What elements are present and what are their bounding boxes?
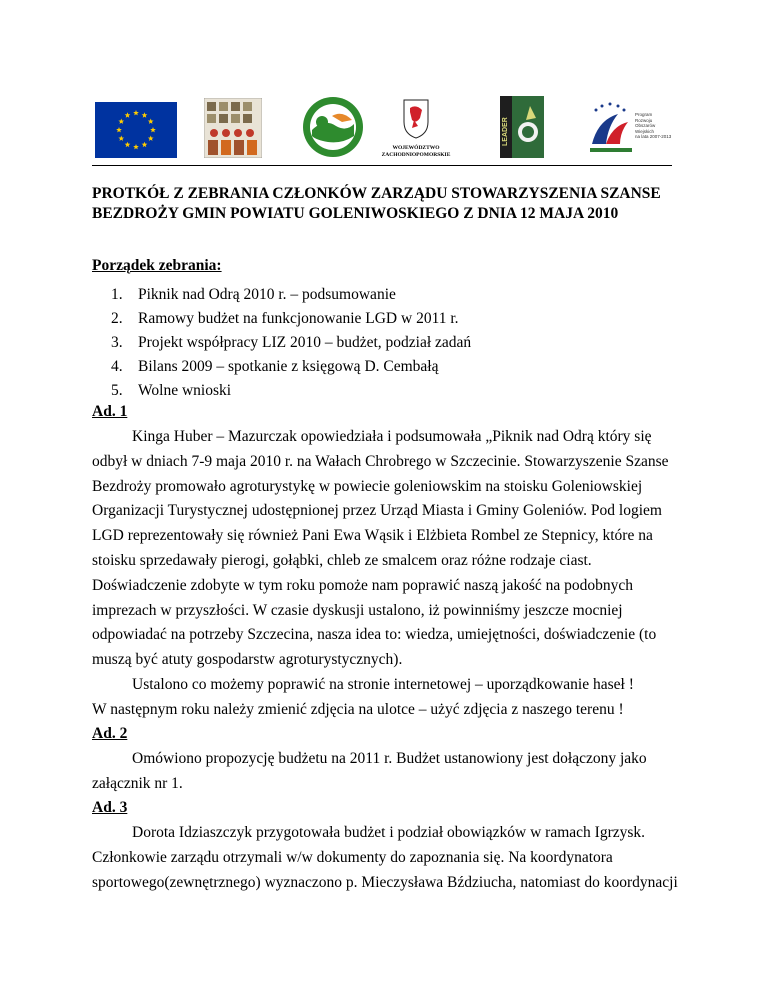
program-logo <box>588 100 674 158</box>
agenda-item-text: Projekt współpracy LIZ 2010 – budżet, podział zadań <box>138 334 472 351</box>
leader-text: LEADER <box>502 117 509 146</box>
paragraph-line: stoisku sprzedawały pierogi, gołąbki, chleb ze smalcem oraz różne rodzaje ciast. <box>92 551 592 569</box>
agenda-item <box>111 355 471 379</box>
agenda-item-number: 3. <box>111 334 123 351</box>
program-text <box>635 112 671 140</box>
agenda-heading: Porządek zebrania: <box>92 257 222 274</box>
agenda-item-text: Ramowy budżet na funkcjonowanie LGD w 2011 r. <box>138 310 459 327</box>
program-text-line2: Rozwoju <box>635 117 653 123</box>
program-text-line4: Wiejskich <box>635 128 655 134</box>
section-body-ad1 <box>92 425 692 723</box>
agenda-item-number: 2. <box>111 310 123 327</box>
title-line2: BEZDROŻY GMIN POWIATU GOLENIWOSKIEGO Z DNIA 12 MAJA 2010 <box>92 205 619 222</box>
agenda-item-text: Wolne wnioski <box>138 382 232 399</box>
document-title <box>92 184 692 224</box>
cooperative-logo <box>204 98 262 163</box>
section-heading-ad2: Ad. 2 <box>92 725 128 742</box>
agenda-list <box>111 283 471 403</box>
agenda-item <box>111 307 471 331</box>
agenda-item <box>111 331 471 355</box>
paragraph-line: Dorota Idziaszczyk przygotowała budżet i podział obowiązków w ramach Igrzysk. <box>132 824 646 841</box>
paragraph-line: odpowiadać na potrzeby Szczecina, nasza idea to: wiedza, umiejętności, doświadczenie (to <box>92 626 657 644</box>
paragraph-line: imprezach w przyszłości. W czasie dyskusji ustalono, iż powinniśmy jeszcze mocniej <box>92 601 623 619</box>
program-text-line5: na lata 2007-2013 <box>635 134 672 140</box>
region-caption-line1: WOJEWÓDZTWO <box>392 145 440 151</box>
agenda-item-text: Bilans 2009 – spotkanie z księgową D. Cembałą <box>138 358 439 375</box>
paragraph-line: odbył w dniach 7-9 maja 2010 r. na Wałach Chrobrego w Szczecinie. Stowarzyszenie Szanse <box>92 452 669 470</box>
paragraph-line: Bezdroży promowało agroturystykę w powiecie goleniowskim na stoisku Goleniowskiej <box>92 477 643 495</box>
program-text-line3: Obszarów <box>635 123 656 129</box>
region-caption <box>380 145 452 159</box>
region-caption-line2: ZACHODNIOPOMORSKIE <box>381 152 451 158</box>
paragraph-line: W następnym roku należy zmienić zdjęcia na ulotce – użyć zdjęcia z naszego terenu ! <box>92 700 624 718</box>
eu-flag-logo <box>95 102 177 163</box>
leader-logo <box>500 96 544 163</box>
paragraph-line: Omówiono propozycję budżetu na 2011 r. Budżet ustanowiony jest dołączony jako <box>132 750 647 767</box>
agenda-item-text: Piknik nad Odrą 2010 r. – podsumowanie <box>138 286 396 303</box>
agenda-item <box>111 283 471 307</box>
paragraph-line: Członkowie zarządu otrzymali w/w dokumenty do zapoznania się. Na koordynatora <box>92 848 613 866</box>
section-heading-ad1: Ad. 1 <box>92 403 128 420</box>
agenda-item-number: 1. <box>111 286 123 303</box>
landscape-logo <box>302 96 364 163</box>
logo-bar <box>92 96 672 162</box>
paragraph-line: Kinga Huber – Mazurczak opowiedziała i podsumowała „Piknik nad Odrą który się <box>132 428 652 445</box>
agenda-item <box>111 379 471 403</box>
paragraph-line: załącznik nr 1. <box>92 774 183 792</box>
section-body-ad3 <box>92 821 692 895</box>
paragraph-line: LGD reprezentowały się również Pani Ewa Wąsik i Elżbieta Rombel ze Stepnicy, które na <box>92 527 653 545</box>
header-divider <box>92 165 672 166</box>
region-coat-of-arms <box>380 98 452 159</box>
agenda-item-number: 4. <box>111 358 123 375</box>
paragraph-line: Doświadczenie zdobyte w tym roku pomoże nam poprawić naszą jakość na podobnych <box>92 576 634 594</box>
program-text-line1: Program <box>635 112 653 117</box>
section-body-ad2 <box>92 747 692 797</box>
title-line1: PROTKÓŁ Z ZEBRANIA CZŁONKÓW ZARZĄDU STOWARZYSZENIA SZANSE <box>92 185 661 202</box>
paragraph-line: Ustalono co możemy poprawić na stronie internetowej – uporządkowanie haseł ! <box>132 675 634 693</box>
agenda-item-number: 5. <box>111 382 123 399</box>
paragraph-line: Organizacji Turystycznej udostępnionej przez Urząd Miasta i Gminy Goleniów. Pod logiem <box>92 502 662 520</box>
paragraph-line: muszą być atuty gospodarstw agroturystycznych). <box>92 651 403 669</box>
section-heading-ad3: Ad. 3 <box>92 799 128 816</box>
paragraph-line: sportowego(zewnętrznego) wyznaczono p. Mieczysława Bździucha, natomiast do koordynacji <box>92 873 678 891</box>
